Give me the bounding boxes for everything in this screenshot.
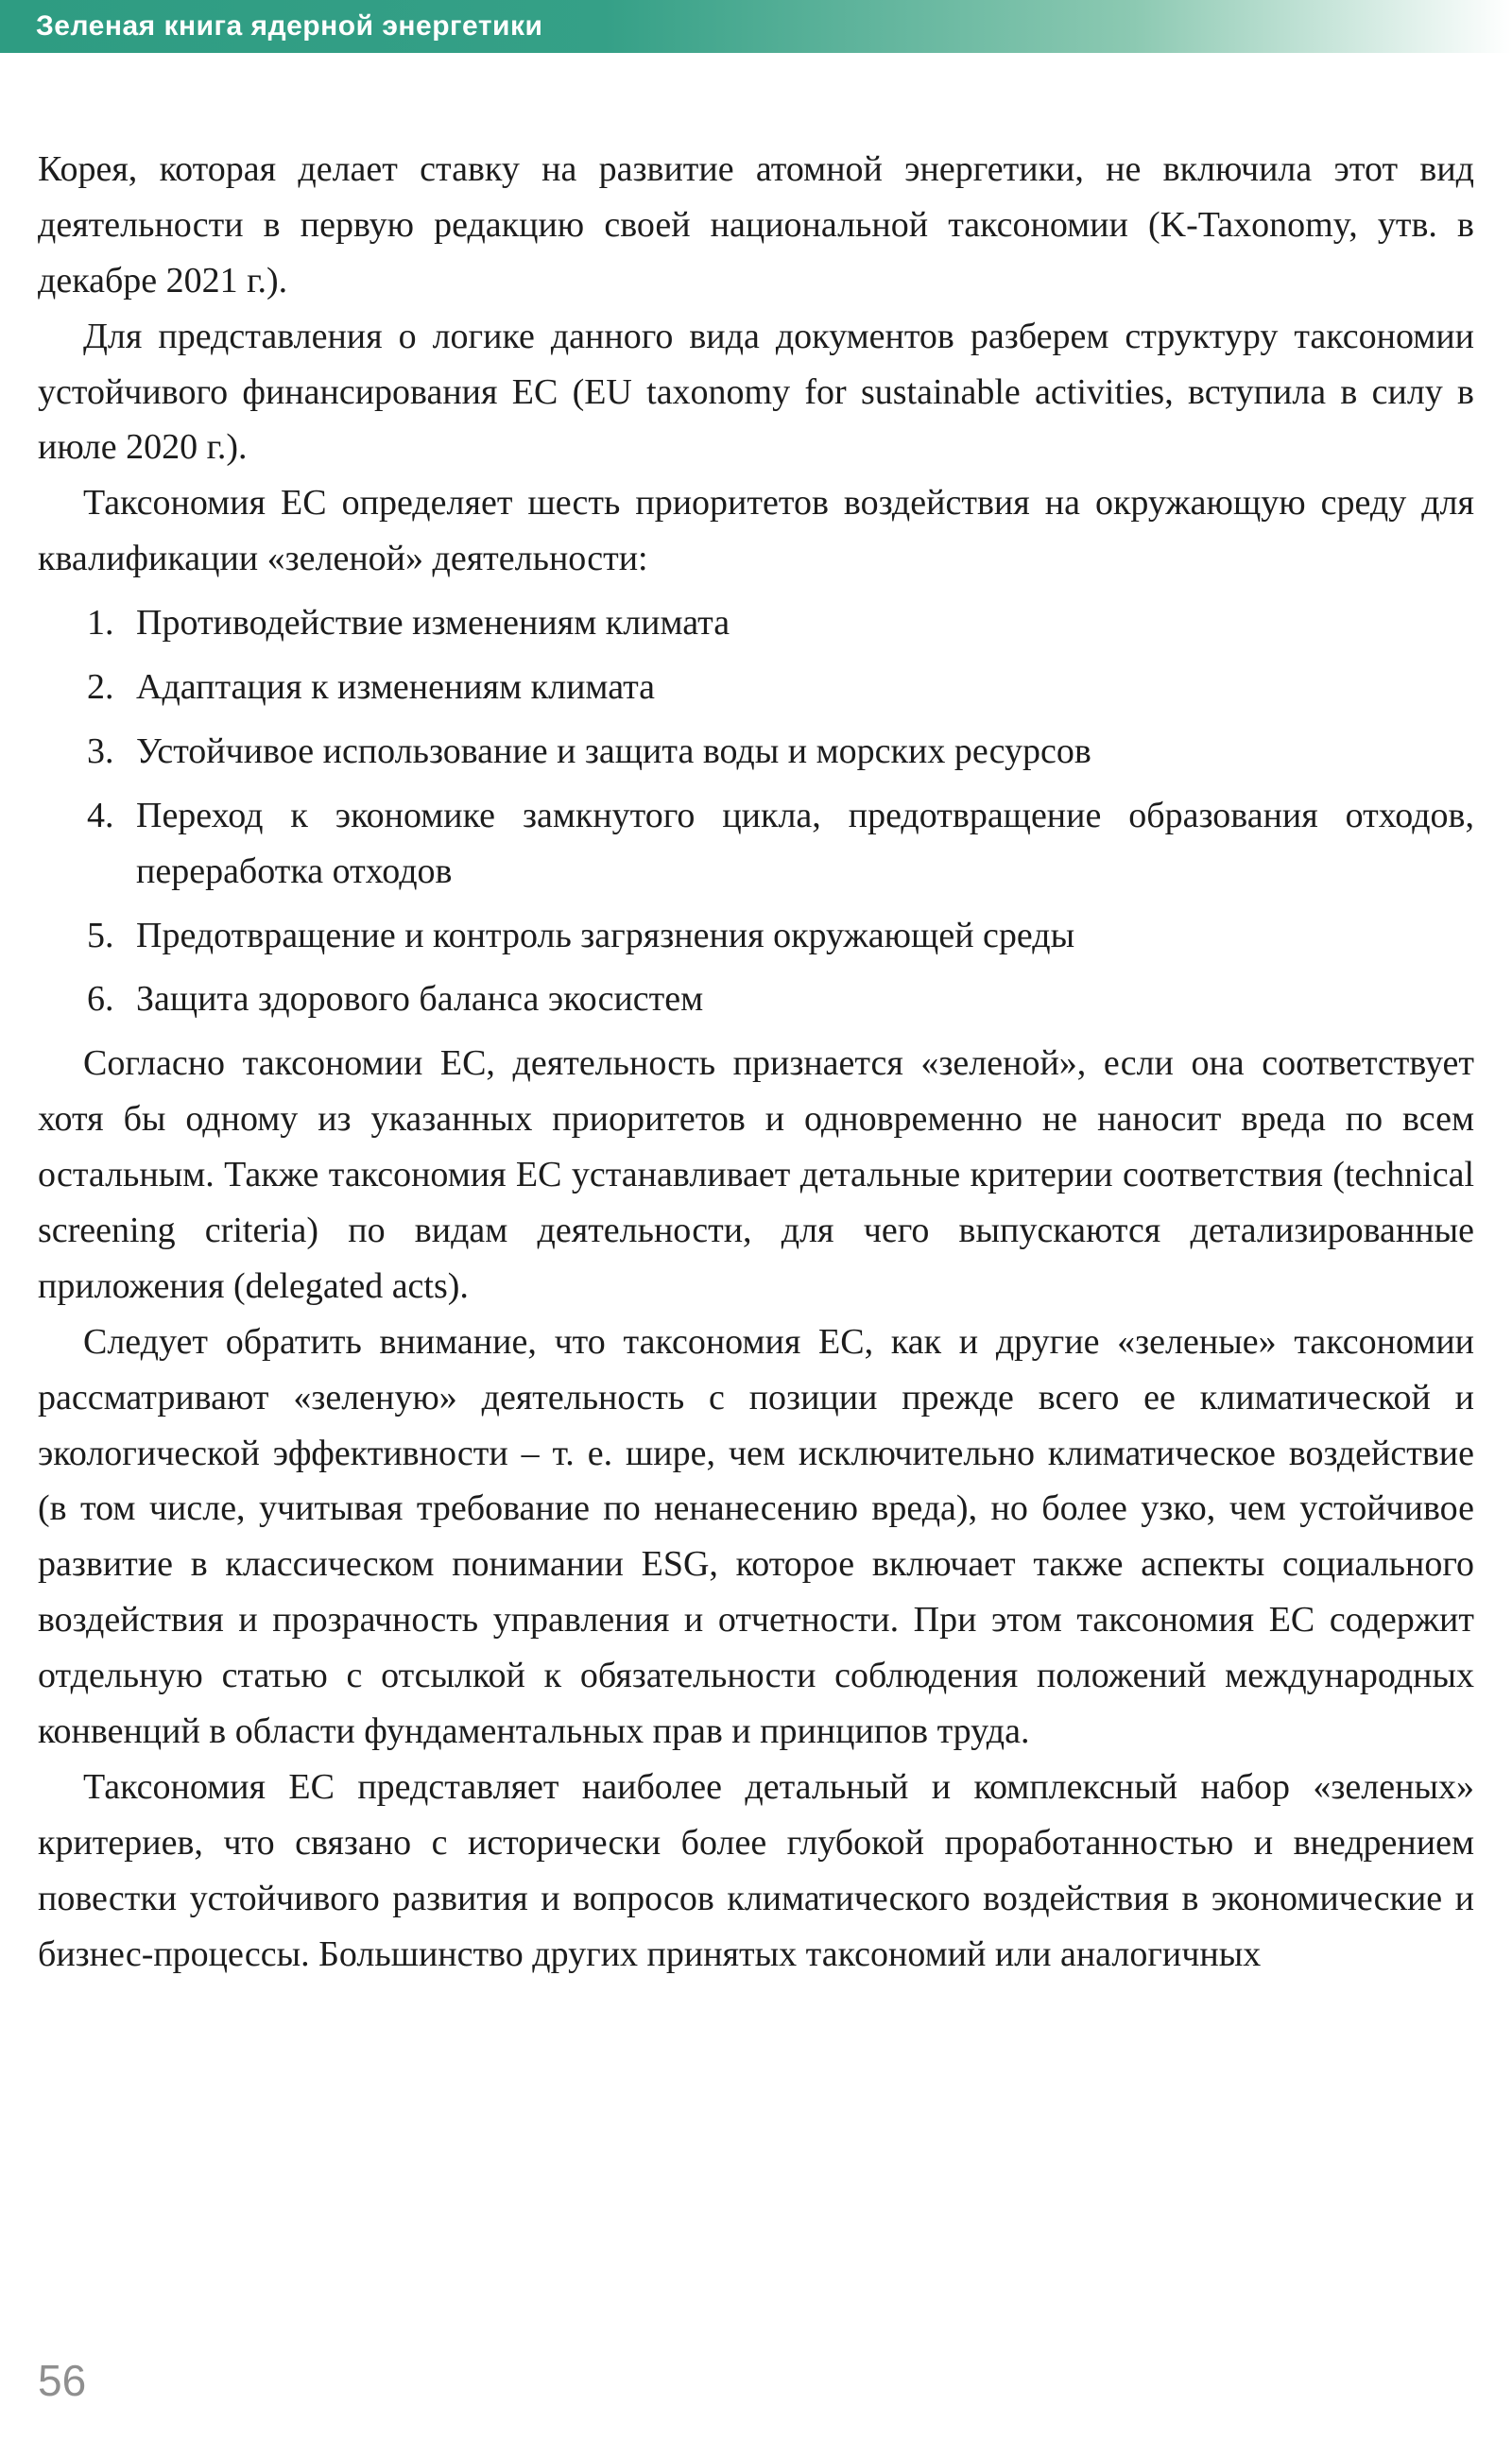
paragraph-eu-taxonomy-intro: Для представления о логике данного вида документов разберем структуру таксономии устойчивого финансирования ЕС (EU taxonomy for sustainable activities, вступила в силу в июле 2020 г.). (38, 316, 1474, 468)
list-item (87, 724, 1474, 780)
header-bar (0, 0, 1512, 53)
paragraph-esg-comparison: Следует обратить внимание, что таксономия ЕС, как и другие «зеленые» таксономии рассматривают «зеленую» деятельность с позиции прежде всего ее климатической и экологической эффективности – т. е. шире, чем исключительно климатическое воздействие (в том числе, учитывая требование по ненанесению вреда), но более узко, чем устойчивое развитие в классическом понимании ESG, которое включает также аспекты социального воздействия и прозрачность управления и отчетности. При этом таксономия ЕС содержит отдельную статью с отсылкой к обязательности соблюдения положений международных конвенций в области фундаментальных прав и принципов труда. (38, 1321, 1474, 1752)
paragraph-six-priorities: Таксономия ЕС определяет шесть приоритетов воздействия на окружающую среду для квалификации «зеленой» деятельности: (38, 483, 1474, 579)
list-item (87, 788, 1474, 900)
list-item-text: Устойчивое использование и защита воды и морских ресурсов (136, 730, 1091, 771)
list-item-number: 4. (87, 795, 114, 835)
list-item-text: Переход к экономике замкнутого цикла, предотвращение образования отходов, переработка отходов (136, 795, 1474, 891)
paragraph-korea: Корея, которая делает ставку на развитие атомной энергетики, не включила этот вид деятельности в первую редакцию своей национальной таксономии (K-Taxonomy, утв. в декабре 2021 г.). (38, 149, 1474, 301)
list-item-text: Предотвращение и контроль загрязнения окружающей среды (136, 915, 1075, 955)
list-item (87, 908, 1474, 964)
list-item-text: Противодействие изменениям климата (136, 603, 730, 644)
list-item (87, 971, 1474, 1027)
list-item-number: 6. (87, 979, 114, 1020)
list-item-number: 2. (87, 667, 114, 708)
list-item-number: 5. (87, 915, 114, 955)
list-item-text: Защита здорового баланса экосистем (136, 979, 704, 1020)
page-number: 56 (38, 2356, 87, 2405)
body-text (38, 142, 1474, 1983)
list-item-text: Адаптация к изменениям климата (136, 667, 656, 708)
list-item-number: 1. (87, 603, 114, 644)
page-title: Зеленая книга ядерной энергетики (36, 10, 543, 42)
paragraph-eu-detailed-set: Таксономия ЕС представляет наиболее детальный и комплексный набор «зеленых» критериев, что связано с исторически более глубокой проработанностью и внедрением повестки устойчивого развития и вопросов климатического воздействия в экономические и бизнес-процессы. Большинство других принятых таксономий или аналогичных (38, 1766, 1474, 1974)
list-item (87, 660, 1474, 715)
paragraph-green-criteria: Согласно таксономии ЕС, деятельность признается «зеленой», если она соответствует хотя бы одному из указанных приоритетов и одновременно не наносит вреда по всем остальным. Также таксономия ЕС устанавливает детальные критерии соответствия (technical screening criteria) по видам деятельности, для чего выпускаются детализированные приложения (delegated acts). (38, 1043, 1474, 1306)
list-item-number: 3. (87, 730, 114, 771)
list-item (87, 595, 1474, 651)
priorities-list (87, 595, 1474, 1027)
